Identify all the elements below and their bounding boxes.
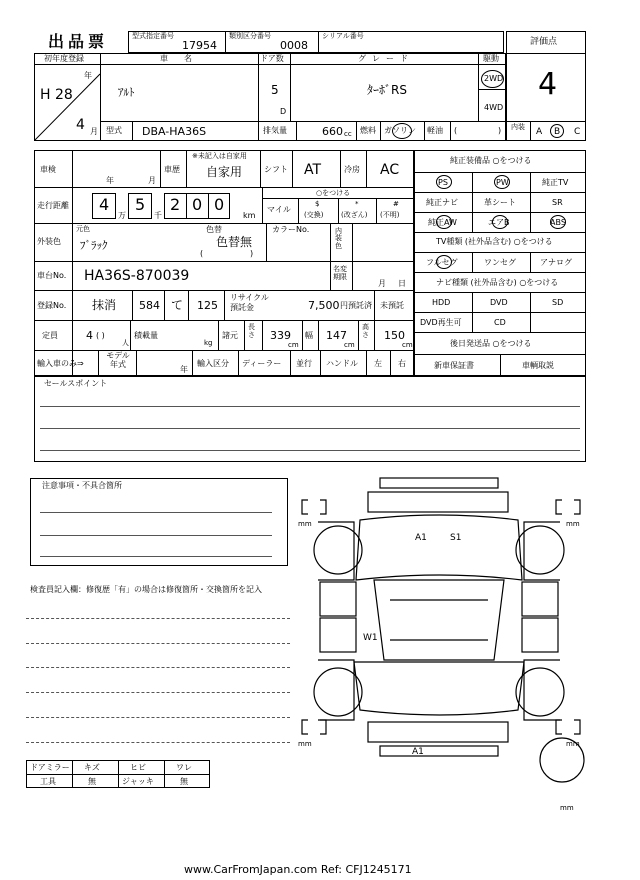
legend-tool: 工具 xyxy=(40,777,56,786)
score-label: 評価点 xyxy=(530,37,558,47)
fuel-label: 燃料 xyxy=(360,126,376,135)
model-year-unit: 年 xyxy=(180,365,188,374)
doors-label: ドア数 xyxy=(260,54,284,63)
width-cm: cm xyxy=(344,341,355,349)
type-cert-value: 17954 xyxy=(182,39,217,52)
capacity-paren: ( ) xyxy=(96,331,105,340)
nav-dvd: DVD xyxy=(490,298,508,307)
equip-abs: ABS xyxy=(550,218,566,227)
unknown-label: (不明) xyxy=(380,211,400,219)
equipment-header: 純正装備品 ○をつける xyxy=(450,156,532,165)
capacity-value: 4 xyxy=(86,329,93,342)
score-value: 4 xyxy=(538,67,558,102)
tv-analog: アナログ xyxy=(540,258,572,267)
first-reg-year: H 28 xyxy=(40,87,73,103)
tv-header: TV種類 (社外品含む) ○をつける xyxy=(436,237,553,246)
caution-box xyxy=(30,478,288,566)
parallel-label: 並行 xyxy=(296,359,312,368)
legend-break: ワレ xyxy=(176,763,192,772)
handle-label: ハンドル xyxy=(326,359,358,368)
mm-spare: mm xyxy=(560,804,574,812)
displacement-value: 660 xyxy=(322,125,343,138)
legend-jack-value: 無 xyxy=(180,777,188,786)
orig-color-label: 元色 xyxy=(76,225,90,233)
equip-navi: 純正ナビ xyxy=(426,198,458,207)
grade-value: ﾀｰﾎﾞRS xyxy=(367,83,407,97)
class-value: 0008 xyxy=(280,39,308,52)
shaken-label: 車検 xyxy=(40,165,56,174)
nav-dvd-play: DVD再生可 xyxy=(420,318,462,327)
chassis-value: HA36S-870039 xyxy=(84,268,190,284)
paint-paren-close: ) xyxy=(250,249,254,258)
orig-color-value: ﾌﾞﾗｯｸ xyxy=(80,239,108,252)
import-label: 輸入車のみ⇒ xyxy=(37,359,84,368)
shift-value: AT xyxy=(304,162,322,178)
mm-rl: mm xyxy=(298,740,312,748)
equip-leather: 革シート xyxy=(484,198,516,207)
light-oil-label: 軽油 xyxy=(427,126,443,135)
mileage-label: 走行距離 xyxy=(37,201,69,210)
capacity-label: 定員 xyxy=(42,331,58,340)
doors-sub: D xyxy=(280,107,287,116)
mark-rear-a1: A1 xyxy=(412,747,424,757)
star-label: * xyxy=(355,200,359,208)
interior-color-label: 内装色 xyxy=(335,227,342,250)
nav-sd: SD xyxy=(552,298,564,307)
mark-side-w1: W1 xyxy=(363,633,378,643)
recycle-unpaid: 未預託 xyxy=(380,301,404,310)
inspection-box xyxy=(34,150,414,376)
paint-value: 色替無 xyxy=(216,235,253,249)
page-title: 出品票 xyxy=(48,32,109,51)
model-year-label: モデル年式 xyxy=(106,351,130,369)
footer-watermark: www.CarFromJapan.com Ref: CFJ1245171 xyxy=(184,863,412,876)
length-value: 339 xyxy=(270,329,291,342)
history-label: 車歴 xyxy=(164,165,180,174)
shaken-year-unit: 年 xyxy=(106,176,114,185)
later-header: 後日発送品 ○をつける xyxy=(450,339,532,348)
year-unit: 年 xyxy=(84,71,92,80)
tv-fullseg: フルセグ xyxy=(426,258,458,267)
nav-header: ナビ種類 (社外品含む) ○をつける xyxy=(436,278,559,287)
reg-num1: 584 xyxy=(139,299,160,312)
name-change-month: 月 xyxy=(378,279,386,288)
mileage-digit-2: 5 xyxy=(135,195,146,214)
width-value: 147 xyxy=(326,329,347,342)
right-label: 右 xyxy=(398,359,406,368)
car-name-label: 車名 xyxy=(160,54,208,63)
length-label: 長さ xyxy=(248,323,255,339)
mile-label: マイル xyxy=(267,205,291,214)
mark-front-a1: A1 xyxy=(415,533,427,543)
recycle-value: 7,500 xyxy=(308,299,340,312)
nav-cd: CD xyxy=(494,318,506,327)
exchange-label: (交換) xyxy=(304,211,324,219)
history-value: 自家用 xyxy=(206,165,243,179)
equip-pw: PW xyxy=(496,178,509,187)
height-cm: cm xyxy=(402,341,413,349)
car-damage-diagram xyxy=(290,470,600,820)
serial-label: シリアル番号 xyxy=(322,32,364,40)
recycle-unit: 円預託済 xyxy=(340,301,372,310)
width-label: 幅 xyxy=(305,331,313,340)
mileage-digit-3: 2 xyxy=(170,195,181,214)
equip-tv: 純正TV xyxy=(542,178,569,187)
displacement-unit: cc xyxy=(344,130,352,138)
reg-num2: 125 xyxy=(197,299,218,312)
interior-label: 内装 xyxy=(511,123,525,131)
fuel-value: ガソリン xyxy=(384,126,416,135)
import-type-label: 輸入区分 xyxy=(197,359,229,368)
mileage-unit: km xyxy=(243,211,256,220)
shift-label: シフト xyxy=(264,165,288,174)
inspector-label: 検査員記入欄：修復歴「有」の場合は修復箇所・交換箇所を記入 xyxy=(30,585,262,594)
equip-aw: 純正AW xyxy=(428,218,457,227)
dollar-label: $ xyxy=(315,200,320,208)
reg-status: 抹消 xyxy=(92,298,117,312)
legend-tool-value: 無 xyxy=(88,777,96,786)
shaken-month-unit: 月 xyxy=(148,176,156,185)
dealer-label: ディーラー xyxy=(242,359,282,368)
fuel-paren-close: ) xyxy=(498,126,502,135)
reg-label: 登録No. xyxy=(37,301,67,310)
tv-oneseg: ワンセグ xyxy=(484,258,516,267)
history-note: ※未記入は自家用 xyxy=(192,152,247,160)
equip-airbag: エアB xyxy=(488,218,510,227)
interior-c: C xyxy=(574,127,581,137)
mileage-digit-5: 0 xyxy=(214,195,225,214)
mileage-digit-4: 0 xyxy=(192,195,203,214)
month-unit: 月 xyxy=(90,127,98,136)
nav-hdd: HDD xyxy=(432,298,451,307)
load-unit: kg xyxy=(204,339,213,347)
drive-2wd: 2WD xyxy=(484,74,504,83)
equip-sr: SR xyxy=(552,198,563,207)
mark-front-s1: S1 xyxy=(450,533,462,543)
car-name-value: ｱﾙﾄ xyxy=(118,86,135,99)
model-value: DBA-HA36S xyxy=(142,125,207,138)
sales-point-label: セールスポイント xyxy=(44,379,108,388)
legend-scratch: キズ xyxy=(84,763,100,772)
paint-paren-open: ( xyxy=(200,249,204,258)
mm-fl: mm xyxy=(298,520,312,528)
color-no-label: カラーNo. xyxy=(272,225,310,234)
grade-label: グレード xyxy=(358,54,414,63)
mileage-digit-1: 4 xyxy=(99,195,110,214)
interior-a: A xyxy=(536,127,543,137)
chassis-label: 車台No. xyxy=(37,271,67,280)
first-reg-label: 初年度登録 xyxy=(44,54,84,63)
recycle-label: リサイクル預託金 xyxy=(230,293,269,312)
height-value: 150 xyxy=(384,329,405,342)
mm-fr: mm xyxy=(566,520,580,528)
ac-label: 冷房 xyxy=(344,165,360,174)
capacity-unit: 人 xyxy=(122,339,129,347)
name-change-label: 名変期限 xyxy=(333,265,347,281)
mileage-man: 万 xyxy=(118,211,126,220)
ac-value: AC xyxy=(380,162,400,178)
fuel-paren-open: ( xyxy=(454,126,458,135)
model-label: 型式 xyxy=(106,126,122,135)
interior-b: B xyxy=(554,127,561,137)
legend-mirror: ドアミラー xyxy=(30,763,70,772)
doors-value: 5 xyxy=(271,83,279,97)
mileage-sen: 千 xyxy=(154,211,162,220)
caution-label: 注意事項・不具合箇所 xyxy=(42,481,122,490)
equip-ps: PS xyxy=(438,178,448,187)
reg-kana: て xyxy=(171,298,184,312)
mm-rr: mm xyxy=(566,740,580,748)
first-reg-month: 4 xyxy=(76,117,85,133)
tampered-label: (改ざん) xyxy=(341,211,368,219)
load-label: 積載量 xyxy=(134,331,158,340)
type-cert-label: 型式指定番号 xyxy=(132,32,174,40)
exterior-label: 外装色 xyxy=(37,237,61,246)
displacement-label: 排気量 xyxy=(263,126,287,135)
hash-label: # xyxy=(393,200,399,208)
drive-4wd: 4WD xyxy=(484,103,504,112)
class-label: 類別区分番号 xyxy=(229,32,271,40)
height-label: 高さ xyxy=(362,323,369,339)
legend-jack: ジャッキ xyxy=(122,777,154,786)
later-warranty: 新車保証書 xyxy=(434,361,474,370)
left-label: 左 xyxy=(374,359,382,368)
mileage-circle-note: ○をつける xyxy=(316,189,351,197)
legend-crack: ヒビ xyxy=(130,763,146,772)
drive-label: 駆動 xyxy=(483,54,499,63)
length-cm: cm xyxy=(288,341,299,349)
name-change-day: 日 xyxy=(398,279,406,288)
later-manual: 車輌取説 xyxy=(522,361,554,370)
paint-label: 色替 xyxy=(206,225,222,234)
dims-label: 諸元 xyxy=(222,331,238,340)
